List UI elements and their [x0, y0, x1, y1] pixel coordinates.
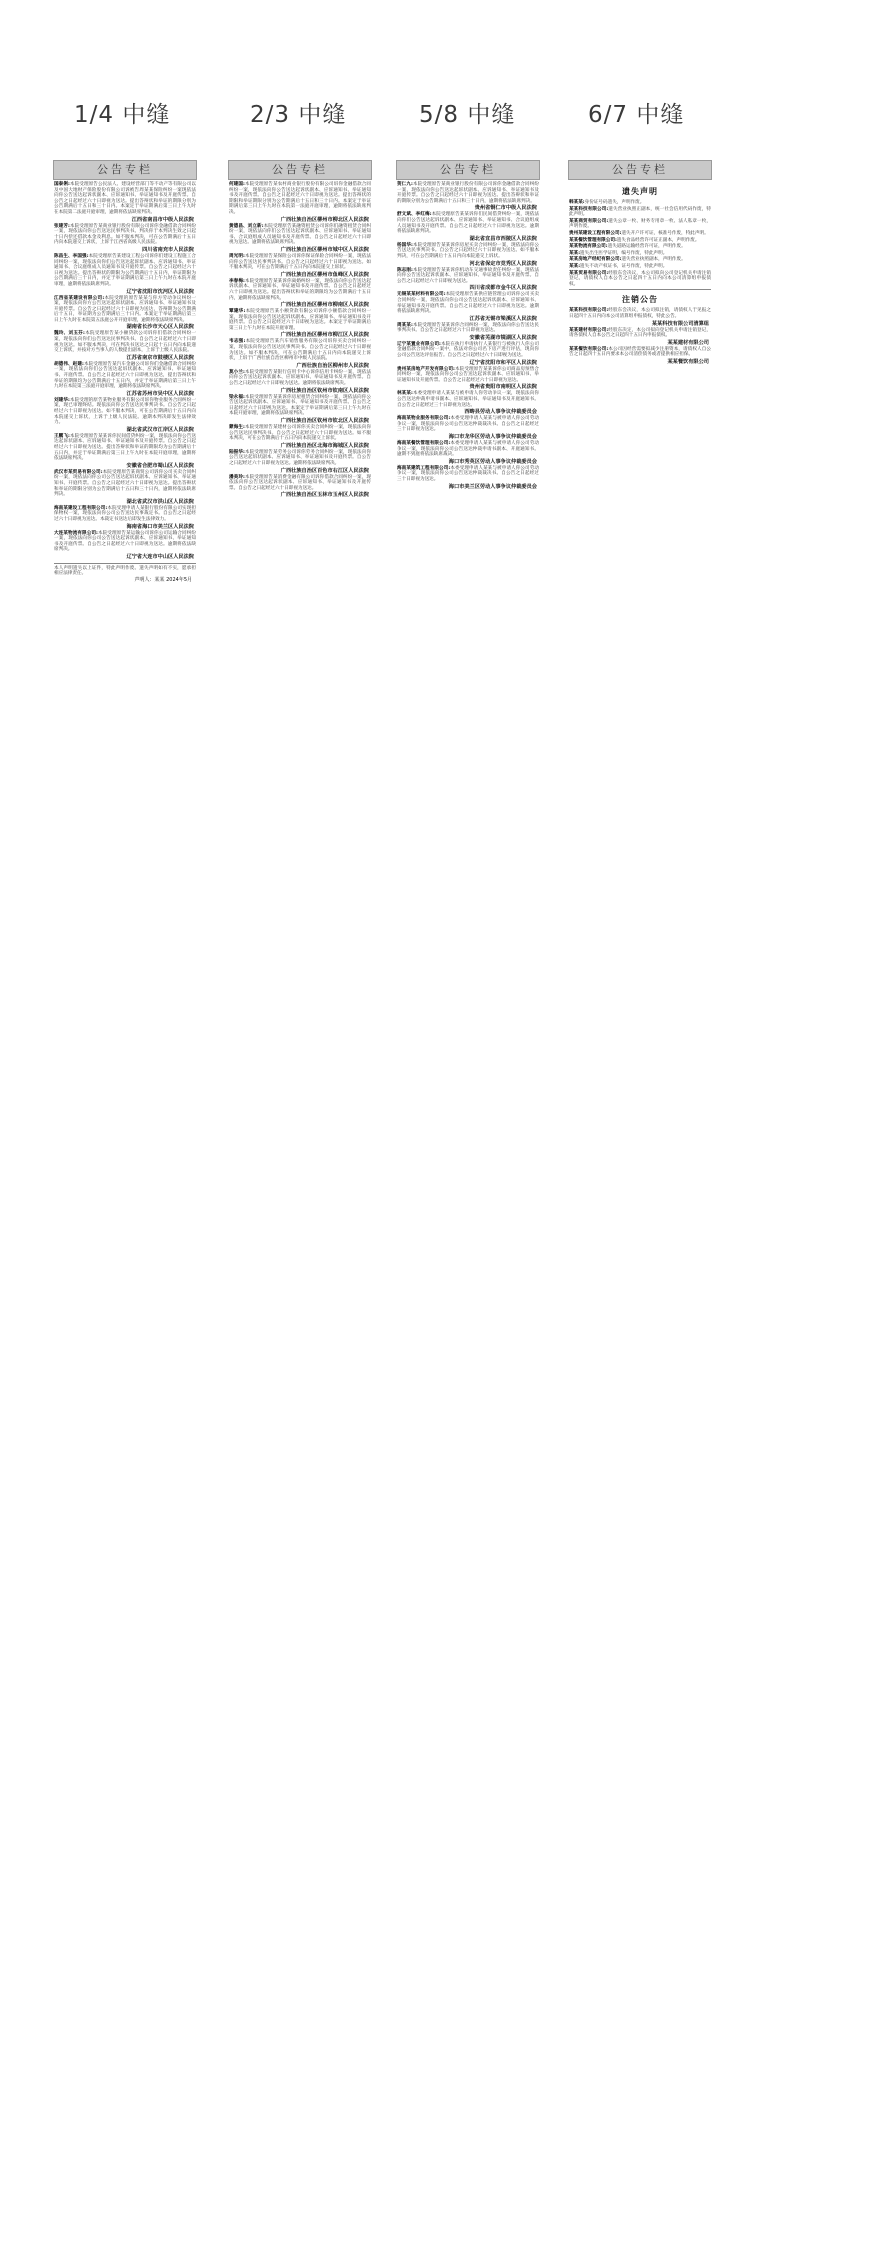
notice-paragraph	[54, 182, 196, 216]
notice-text: 经股东会决议，本公司拟向公司登记机关申请注销登记，请债权人自本公告之日起四十五日内向本公司清算组申报债权。	[569, 270, 711, 287]
notice-column-4	[568, 160, 712, 2240]
notice-paragraph	[397, 342, 539, 359]
notice-addressee: 贵州某房地产开发有限公司:	[397, 366, 455, 372]
notice-addressee: 周某某:	[397, 322, 413, 328]
section-title: 注销公告	[622, 295, 658, 305]
notice-paragraph	[229, 224, 371, 246]
notice-issuer: 湖北省武汉市洪山区人民法院	[126, 498, 194, 505]
notice-paragraph	[397, 268, 539, 285]
notice-addressee: 某某房地产经纪有限公司:	[569, 257, 622, 263]
notice-addressee: 某某建材有限公司:	[569, 327, 609, 333]
notice-text: 本院受理原告某某诉你房屋租赁合同纠纷一案，现依法向你公告送达起诉状副本、应诉通知书、举证通知书及开庭传票。自公告之日起经过六十日即视为送达。本案定于举证期满后第三日上午九时在本院开庭审理，逾期将依法缺席判决。	[229, 394, 371, 417]
notice-text: 经股东会决议，本公司拟注销，请债权人于见报之日起四十五日内向本公司清算组申报债权，特此公告。	[569, 308, 711, 319]
notice-text: 遗失公章一枚、财务专用章一枚、法人私章一枚，声明作废。	[569, 218, 711, 230]
notice-text: 本院受理原告某融资租赁公司诉你们融资租赁合同纠纷一案，现依法向你们公告送达起诉状副本、应诉通知书、举证通知书、合议庭组成人员通知书及开庭传票。自公告之日起经过六十日即视为送达。逾期将依法缺席判决。	[229, 223, 371, 246]
notice-addressee: 蒙海生:	[229, 425, 245, 430]
notice-paragraph	[54, 531, 196, 553]
notice-issuer: 江西省南昌市中级人民法院	[131, 216, 194, 223]
notice-text: 本院受理原告某某诉你离婚纠纷一案，现依法向你公告送达起诉状副本、应诉通知书、举证通知书及开庭传票。自公告之日起经过六十日即视为送达。提出答辩状和举证的期限均为公告期满后十五日内，逾期将依法缺席判决。	[229, 278, 371, 301]
notice-addressee: 韩某某:	[569, 200, 585, 205]
notice-text: 遗失道路运输经营许可证，声明作废。	[607, 244, 686, 250]
column-label-6-7: 6/7 中缝	[588, 102, 685, 128]
notice-text: 遗失开户许可证，核准号作废，特此声明。	[621, 230, 709, 236]
notice-paragraph	[229, 425, 371, 442]
notice-text: 本院受理原告公民法人、建设经营部门等不动产等有限公司以及中国大地财产保险股份有限公司诉被告周某某保险纠纷一案现依法向你公告送达起诉状副本、应诉通知书、举证通知书及开庭传票。自公告之日起经过六十日即视为送达。提出答辩状和举证的期限分别为公告期满后十五日和三十日内。本案定于举证期满后第三日上午九时在本院第二法庭开庭审理，逾期将依法缺席判决。	[54, 182, 196, 215]
notice-issuer: 广西壮族自治区玉林市玉州区人民法院	[280, 492, 369, 499]
notice-text: 遗失食品经营许可证正副本，声明作废。	[616, 237, 700, 243]
notice-addressee: 周光明:	[229, 253, 245, 259]
notice-text: 本院受理原告某农村商业银行股份有限公司诉你金融借款合同纠纷一案，现依法向你公告送达起诉状副本、应诉通知书、举证通知书及开庭传票。自公告之日起经过六十日即视为送达。提出答辩状的期限和举证期限分别为公告期满后十五日和三十日内。本案定于举证期满后第三日上午九时在本院第一法庭开庭审理，逾期将依法缺席判决。	[229, 182, 371, 215]
notice-issuer: 广西壮族自治区钦州市钦北区人民法院	[280, 418, 369, 424]
notice-paragraph	[229, 395, 371, 417]
column-heading: 公告专栏	[228, 160, 372, 180]
notice-issuer: 广西壮族自治区北海市海城区人民法院	[280, 442, 369, 449]
notice-text: 本院受理原告某小额贷款有限公司诉你小额借款合同纠纷一案，现依法向你公告送达起诉状副本、应诉通知书、举证通知书及开庭传票。自公告之日起经过六十日即视为送达。本案定于举证期满后第三日上午九时在本院开庭审理。	[229, 309, 371, 331]
notice-column-3	[396, 160, 540, 2240]
notice-addressee: 某某科技有限公司:	[569, 308, 609, 314]
notice-paragraph	[397, 243, 539, 260]
notice-text: 本委受理申请人某某与被申请人你公司劳动争议一案，现依法向你公司公告送达仲裁申请书副本、开庭通知书。逾期不到庭将依法缺席裁决。	[397, 441, 539, 458]
notice-paragraph	[229, 309, 371, 331]
notice-paragraph	[54, 331, 196, 353]
notice-issuer: 四川省成都市金牛区人民法院	[469, 285, 537, 292]
notice-issuer: 广西壮族自治区百色市右江区人民法院	[280, 467, 369, 474]
notice-addressee: 某某餐饮有限公司:	[569, 346, 609, 352]
notice-addressee: 刘建华:	[54, 397, 70, 403]
notice-text: 本院受理原告某小额贷款公司诉你们借款合同纠纷一案，现依法向你们公告送达民事判决书。自公告之日起经过六十日即视为送达。如不服本判决，可在判决书送达之日起十五日内向本院递交上诉状，并按对方当事人的人数提出副本，上诉于上级人民法院。	[54, 331, 196, 354]
notice-paragraph	[569, 328, 711, 339]
notice-issuer: 江苏省无锡市梁溪区人民法院	[469, 315, 537, 322]
notice-addressee: 江西省某建设有限公司:	[54, 295, 105, 301]
notice-text: 本院受理原告某建材公司诉你买卖合同纠纷一案，现依法向你公告送达民事判决书。自公告之日起经过六十日即视为送达。如不服本判决，可在公告期满后十五日内向本院递交上诉状。	[229, 425, 371, 442]
notice-addressee: 王鹏飞:	[54, 433, 70, 439]
notice-paragraph	[569, 244, 711, 250]
notice-issuer: 江苏省南京市鼓楼区人民法院	[126, 354, 194, 361]
notice-addressee: 某某商贸有限公司:	[569, 218, 609, 224]
notice-addressee: 某某:	[569, 263, 581, 269]
notice-paragraph	[54, 506, 196, 523]
notice-addressee: 陈志刚:	[397, 267, 413, 273]
notice-paragraph	[569, 257, 711, 263]
notice-addressee: 海南某物业服务有限公司:	[397, 416, 451, 422]
notice-column-1	[53, 160, 197, 2240]
column-heading: 公告专栏	[53, 160, 197, 180]
notice-paragraph	[569, 251, 711, 257]
notice-issuer: 某某建材有限公司	[667, 339, 709, 346]
notice-addressee: 陆振华:	[229, 449, 245, 455]
notice-text: 本院受理申请人某银行股份有限公司实现担保物权一案，现依法向你公司公告送达民事裁定书。自公告之日起经过六十日即视为送达。本裁定书送达后即发生法律效力。	[54, 505, 196, 522]
notice-issuer: 广西壮族自治区柳州市柳江区人民法院	[280, 332, 369, 339]
notice-paragraph	[397, 182, 539, 204]
notice-addressee: 杨国华:	[397, 242, 413, 248]
notice-addressee: 覃建华:	[229, 309, 246, 315]
footer-note: 本人声明遗失以上证件，特此声明作废。遗失声明如有不实，愿承担相应法律责任。	[54, 565, 196, 577]
notice-paragraph	[397, 367, 539, 384]
notice-addressee: 何建国:	[229, 182, 245, 187]
notice-text: 本院受理原告某保险公司诉你保证保险合同纠纷一案，现依法向你公告送达民事判决书。自公告之日起经过六十日即视为送达。如不服本判决，可在公告期满后十五日内向本院递交上诉状。	[229, 253, 371, 271]
notice-text: 遗失营业执照副本，声明作废。	[621, 257, 686, 263]
notice-addressee: 林某某:	[397, 391, 413, 397]
notice-issuer: 安徽省合肥市蜀山区人民法院	[126, 462, 194, 469]
notice-text: 本院受理原告某消费金融有限公司诉你借款合同纠纷一案，现依法向你公告送达起诉状副本、应诉通知书、举证通知书及开庭传票。自公告之日起经过六十日即视为送达。	[229, 474, 371, 491]
notice-paragraph	[54, 434, 196, 462]
notice-paragraph	[229, 254, 371, 271]
notice-addressee: 无锡某某材料有限公司:	[397, 292, 446, 298]
column-body	[396, 180, 540, 491]
notice-issuer: 广西壮族自治区柳州市鱼峰区人民法院	[280, 271, 369, 278]
notice-text: 经股东决定，本公司拟向登记机关申请注销登记，请各债权人自本公告之日起四十五日内申报债权。	[569, 327, 711, 339]
notice-text: 本委受理申请人某某与被申请人你劳动争议一案，现依法向你公告送达仲裁申请书副本、应诉通知书、举证通知书及开庭通知书。自公告之日起经过三十日即视为送达。	[397, 391, 539, 408]
notice-text: 本院受理原告某某诉你公司商品房预售合同纠纷一案，现依法向你公司公告送达起诉状副本、应诉通知书、举证通知书及开庭传票。自公告之日起经过六十日即视为送达。	[397, 366, 539, 383]
notice-text: 本院受理原告某某诉你们民间借贷纠纷一案，现依法向你们公告送达起诉状副本、应诉通知书、举证通知书、合议庭组成人员通知书及开庭传票。自公告之日起经过六十日即视为送达。逾期将依法缺席判决。	[397, 212, 539, 235]
notice-addressee: 某某餐饮管理有限公司:	[569, 237, 617, 243]
notice-issuer: 某某科技有限公司清算组	[651, 320, 709, 327]
notice-paragraph	[397, 212, 539, 234]
notice-paragraph	[54, 224, 196, 246]
notice-addressee: 某某:	[569, 250, 581, 256]
notice-paragraph	[397, 441, 539, 458]
notice-addressee: 贺仁九:	[397, 182, 413, 187]
notice-paragraph	[569, 264, 711, 270]
notice-text: 本院受理原告某商业银行股份有限公司诉你金融借款合同纠纷一案，现依法向你公告送达起诉状副本、应诉通知书、举证通知书及开庭传票。自公告之日起经过六十日即视为送达。提出答辩状和举证的期限分别为公告期满后十五日和三十日内，逾期将依法缺席判决。	[397, 182, 539, 204]
column-heading: 公告专栏	[396, 160, 540, 180]
notice-text: 本院受理原告某商贸公司诉你公司买卖合同纠纷一案，现依法向你公司公告送达起诉状副本、应诉通知书、举证通知书、开庭传票。自公告之日起经过六十日即视为送达。提出答辩状和举证的期限分别为公告期满后十五日和三十日内，逾期将依法缺席判决。	[54, 469, 196, 498]
notice-text: 本公司因经营需要拟减少注册资本，请债权人自公告之日起四十五日内要求本公司清偿债务或者提供相应担保。	[569, 346, 711, 358]
notice-issuer: 广西壮族自治区钦州市钦南区人民法院	[280, 387, 369, 394]
notice-text: 本院受理的原告某物业服务有限公司诉你物业服务合同纠纷一案，现已审理终结。现依法向你公告送达民事判决书。自公告之日起经过六十日即视为送达。如不服本判决，可在公告期满后十五日内向本院递交上诉状，上诉于上级人民法院。逾期本判决即发生法律效力。	[54, 397, 196, 426]
notice-issuer: 海口市美兰区劳动人事争议仲裁委员会	[448, 483, 537, 490]
notice-paragraph	[397, 466, 539, 483]
notice-issuer: 河北省保定市竞秀区人民法院	[469, 260, 537, 267]
signature: 声明人：某某 2024年5月	[134, 577, 192, 584]
notice-text: 遗失营业执照正副本，统一社会信用代码作废，特此声明。	[569, 206, 711, 218]
notice-issuer: 安徽省芜湖市镜湖区人民法院	[469, 334, 537, 341]
notice-text: 遗失出生医学证明，编号作废，特此声明。	[580, 250, 668, 256]
notice-paragraph	[569, 219, 711, 230]
notice-addressee: 张建芳:	[54, 223, 70, 229]
notice-paragraph	[229, 450, 371, 467]
notice-text: 本院受理原告某某诉你房屋买卖合同纠纷一案，现依法向你公告送达民事判决书。自公告之日起经过六十日即视为送达。如不服本判决，可在公告期满后十五日内向本院递交上诉状。	[397, 242, 539, 259]
notice-addressee: 韦志强:	[229, 339, 246, 345]
notice-issuer: 海口市龙华区劳动人事争议仲裁委员会	[448, 434, 537, 440]
notice-paragraph	[229, 182, 371, 216]
notice-text: 本院受理原告某运输公司诉你公司运输合同纠纷一案，现依法向你公司公告送达起诉状副本、应诉通知书、举证通知书及开庭传票。自公告之日起经过六十日即视为送达。逾期将依法缺席判决。	[54, 530, 196, 553]
notice-addressee: 梁永福:	[229, 394, 245, 400]
notice-text: 本院受理原告某供应链管理公司诉你公司买卖合同纠纷一案，现依法向你公司公告送达起诉状副本、应诉通知书、举证通知书及开庭传票。自公告之日起经过六十日即视为送达。逾期将依法缺席判决。	[397, 292, 539, 315]
notice-issuer: 广西壮族自治区柳州市城中区人民法院	[280, 246, 369, 253]
notice-issuer: 辽宁省大连市中山区人民法院	[126, 553, 194, 560]
notice-addressee: 黄德昌、刘立新:	[229, 223, 264, 229]
notice-issuer: 海南省海口市美兰区人民法院	[126, 523, 194, 530]
notice-paragraph	[569, 231, 711, 237]
notice-text: 本委受理申请人某某与被申请人你公司劳动争议一案，现依法向你公司公告送达仲裁裁决书。自公告之日起经过三十日即视为送达。	[397, 416, 539, 433]
notice-paragraph	[54, 362, 196, 390]
notice-text: 本院受理原告某建设工程公司诉你们建设工程施工合同纠纷一案，现依法向你们公告送达起诉状副本、应诉通知书、举证通知书、合议庭组成人员通知书及开庭传票。自公告之日起经过六十日视为送达。提出答辩状的期限为公告期满后十五日内，举证期限为公告期满后三十日内，并定于举证期满后第三日上午九时在本院开庭审理，逾期将依法缺席判决。	[54, 253, 196, 287]
notice-paragraph	[229, 339, 371, 361]
notice-paragraph	[54, 398, 196, 426]
notice-addressee: 胡德伟、赵建:	[54, 361, 84, 367]
notice-issuer: 广西壮族自治区柳州市柳南区人民法院	[280, 302, 369, 309]
notice-issuer: 辽宁省沈阳市沈河区人民法院	[126, 288, 194, 295]
notice-text: 遗失不动产权证书，证号作废，特此声明。	[580, 263, 668, 269]
notice-paragraph	[229, 370, 371, 387]
notice-paragraph	[397, 323, 539, 334]
notice-text: 本院受理原告某汽车销售服务有限公司诉你买卖合同纠纷一案，现依法向你公告送达民事判决书。自公告之日起经过六十日即视为送达。如不服本判决，可在公告期满后十五日内向本院递交上诉状，上诉于广西壮族自治区柳州市中级人民法院。	[229, 339, 371, 362]
notice-issuer: 辽宁省沈阳市和平区人民法院	[469, 359, 537, 366]
notice-addressee: 海南某餐饮管理有限公司:	[397, 441, 451, 446]
notice-text: 本院受理原告某某诉你合同纠纷一案，现依法向你公告送达民事判决书。自公告之日起经过六十日即视为送达。	[397, 322, 539, 334]
notice-issuer: 贵州省贵阳市南明区人民法院	[469, 384, 537, 391]
notice-issuer: 湖南省长沙市天心区人民法院	[126, 324, 194, 331]
notice-text: 本院受理原告某银行信用卡中心诉你信用卡纠纷一案，现依法向你公告送达起诉状副本、应诉通知书、举证通知书及开庭传票。自公告之日起经过六十日即视为送达。逾期将依法缺席判决。	[229, 369, 371, 387]
notice-addressee: 海南某建设工程有限公司:	[54, 505, 108, 511]
divider	[569, 289, 711, 290]
notice-text: 本院受理原告某某诉你机动车交通事故责任纠纷一案，现依法向你公告送达起诉状副本、应诉通知书、举证通知书及开庭传票。自公告之日起经过六十日即视为送达。	[397, 267, 539, 284]
column-label-5-8: 5/8 中缝	[419, 102, 516, 128]
notice-paragraph	[397, 292, 539, 314]
notice-addressee: 某某物流有限公司:	[569, 244, 608, 250]
notice-addressee: 贵州某建设工程有限公司:	[569, 230, 622, 236]
notice-addressee: 李春梅:	[229, 278, 245, 284]
notice-addressee: 某某科技有限公司:	[569, 206, 609, 212]
notice-paragraph	[54, 296, 196, 324]
notice-issuer: 湖北省宜昌市西陵区人民法院	[469, 235, 537, 242]
column-body	[53, 180, 197, 584]
notice-addressee: 潘美玲:	[229, 474, 245, 480]
notice-paragraph	[569, 347, 711, 358]
notice-issuer: 四川省南充市人民法院	[142, 246, 194, 253]
column-heading: 公告专栏	[568, 160, 712, 180]
notice-issuer: 海口市秀英区劳动人事争议仲裁委员会	[448, 458, 537, 465]
column-label-2-3: 2/3 中缝	[250, 102, 347, 128]
notice-addressee: 莫小兰:	[229, 369, 245, 375]
column-body	[228, 180, 372, 499]
notice-paragraph	[569, 200, 711, 206]
notice-text: 本院受理原告某商业银行股份有限公司诉你金融借款合同纠纷一案，现依法向你公告送达民事判决书。判决你于本判决生效之日起十日内偿还借款本金及利息。如不服本判决，可在公告期满后十五日内向本院递交上诉状，上诉于江西省高级人民法院。	[54, 223, 196, 246]
notice-text: 本院在执行申请执行人某银行与被执行人你公司金融借款合同纠纷一案中，依法对你公司名下房产进行评估，现向你公司公告送达评估报告。自公告之日起经过六十日即视为送达。	[397, 341, 539, 359]
notice-paragraph	[397, 391, 539, 408]
notice-issuer: 江苏省苏州市吴中区人民法院	[126, 390, 194, 397]
notice-addressee: 海南某建筑工程有限公司:	[397, 465, 451, 471]
notice-paragraph	[397, 416, 539, 433]
notice-issuer: 湖北省武汉市江岸区人民法院	[126, 426, 194, 433]
notice-issuer: 广西壮族自治区柳州市柳北区人民法院	[280, 216, 369, 223]
notice-addressee: 某某贸易有限公司:	[569, 270, 609, 276]
notice-column-2	[228, 160, 372, 2240]
notice-addressee: 陈昌生、李国强:	[54, 253, 89, 259]
notice-paragraph	[569, 308, 711, 319]
column-label-1-4: 1/4 中缝	[74, 102, 171, 128]
notice-addressee: 辽宁某置业有限公司:	[397, 341, 441, 347]
notice-issuer: 广西壮族自治区柳州市人民法院	[296, 362, 369, 369]
section-title: 遗失声明	[622, 187, 658, 196]
column-body	[568, 180, 712, 366]
notice-issuer: 某某餐饮有限公司	[667, 358, 709, 365]
notice-issuer: 西畴县劳动人事争议仲裁委员会	[464, 409, 537, 416]
notice-paragraph	[54, 470, 196, 498]
notice-text: 身份证号码遗失，声明作废。	[584, 200, 645, 205]
notice-text: 本院受理原告某劳务公司诉你劳务合同纠纷一案，现依法向你公告送达起诉状副本、应诉通知书、举证通知书及开庭传票。自公告之日起经过六十日即视为送达。逾期将依法缺席判决。	[229, 449, 371, 466]
notice-paragraph	[229, 279, 371, 301]
notice-paragraph	[569, 271, 711, 288]
notice-text: 本院受理原告某某诉你民间借贷纠纷一案，现依法向你公告送达起诉状副本、应诉通知书、举证通知书及开庭传票。自公告之日起经过六十日即视为送达。提出答辩状和举证的期限均为公告期满后十五日内，并定于举证期满后第三日上午九时在本院开庭审理，逾期将依法缺席判决。	[54, 433, 196, 462]
notice-paragraph	[569, 207, 711, 218]
notice-text: 本院受理的原告某某与你方劳动争议纠纷一案，现依法向你方公告送达起诉状副本、应诉通知书、举证通知书及开庭传票。自公告之日起经过六十日即视为送达，答辩期为公告期满后十五日，举证期为公告期满后三十日内。本案定于举证期满后第三日上午九时在本院第五法庭公开开庭审理，逾期将依法缺席判决。	[54, 295, 196, 323]
notice-issuer: 贵州省铜仁市中级人民法院	[474, 205, 537, 212]
notice-addressee: 大连某物流有限公司:	[54, 530, 98, 536]
notice-text: 本院受理原告某汽车金融公司诉你们金融借款合同纠纷一案，现依法向你们公告送达起诉状副本、应诉通知书、举证通知书、开庭传票。自公告之日起经过六十日即视为送达，提出答辩状和举证的期限均为公告期满后十五日内，并定于举证期满后第三日上午九时在本院第三法庭开庭审理，逾期将依法缺席判决。	[54, 361, 196, 390]
notice-paragraph	[229, 475, 371, 492]
divider	[54, 563, 196, 564]
notice-paragraph	[569, 238, 711, 244]
notice-addressee: 舒文斌、李红梅:	[397, 212, 432, 218]
notice-addressee: 武汉市某贸易有限公司:	[54, 469, 103, 475]
notice-addressee: 国泰俐:	[54, 182, 70, 187]
notice-paragraph	[54, 254, 196, 288]
notice-text: 本委受理申请人某某与被申请人你公司劳动争议一案，现依法向你公司公告送达仲裁裁决书。自公告之日起经过三十日即视为送达。	[397, 465, 539, 482]
notice-addressee: 魏玲、刘玉芬:	[54, 331, 85, 337]
